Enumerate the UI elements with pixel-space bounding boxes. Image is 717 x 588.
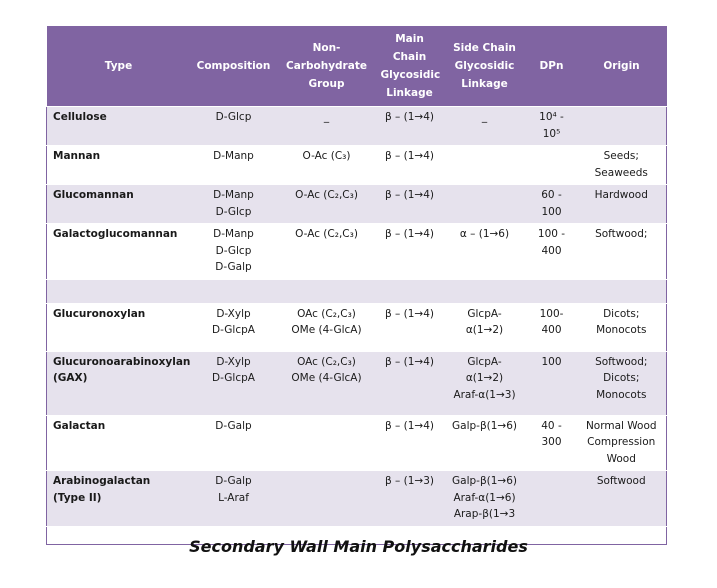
type-cell xyxy=(47,471,191,527)
table-row xyxy=(47,303,667,351)
table-row xyxy=(47,415,667,471)
origin-cell xyxy=(577,471,667,527)
column-header-composition xyxy=(191,26,277,107)
column-header-line: Side Chain xyxy=(453,42,516,54)
non-carbohydrate-cell xyxy=(277,471,377,527)
cell-line: 400 xyxy=(541,244,562,257)
cell-line: 10⁵ xyxy=(542,127,561,140)
cell-line: Galp-β(1→6) xyxy=(452,475,517,487)
composition-cell xyxy=(191,303,277,351)
type-cell xyxy=(47,224,191,280)
cell-line: Compression xyxy=(587,436,656,448)
main-chain-cell xyxy=(377,279,443,303)
cell-line: D-Glcp xyxy=(215,244,252,257)
column-header-line: Linkage xyxy=(461,78,508,90)
column-header-line: Carbohydrate xyxy=(286,60,367,72)
cell-line: Monocots xyxy=(596,388,647,401)
cell-line: D-Glcp xyxy=(215,205,252,218)
cell-line: β – (1→4) xyxy=(385,189,434,201)
cell-line: 100- xyxy=(539,307,564,320)
column-header-main-chain-linkage xyxy=(377,26,443,107)
dpn-cell xyxy=(527,303,577,351)
cell-line: Arabinogalactan xyxy=(53,475,151,487)
cell-line: β – (1→3) xyxy=(385,475,434,487)
side-chain-cell xyxy=(443,279,527,303)
column-header-line: DPn xyxy=(539,60,564,72)
type-cell xyxy=(47,279,191,303)
main-chain-cell xyxy=(377,303,443,351)
cell-line: Glucuronoarabinoxylan xyxy=(53,355,191,368)
cell-line: Softwood; xyxy=(595,355,648,368)
non-carbohydrate-cell xyxy=(277,185,377,224)
cell-line: Arap-β(1→3 xyxy=(453,508,516,520)
cell-line: GlcpA- xyxy=(467,307,502,320)
cell-line: α(1→2) xyxy=(465,372,504,384)
cell-line: Glucuronoxylan xyxy=(53,307,146,320)
side-chain-cell xyxy=(443,415,527,471)
side-chain-cell xyxy=(443,224,527,280)
cell-line: β – (1→4) xyxy=(385,355,434,368)
side-chain-cell xyxy=(443,146,527,185)
type-cell xyxy=(47,415,191,471)
non-carbohydrate-cell xyxy=(277,415,377,471)
main-chain-cell xyxy=(377,107,443,146)
origin-cell xyxy=(577,224,667,280)
column-header-line: Linkage xyxy=(386,87,433,99)
cell-line: 60 - xyxy=(541,189,562,201)
dpn-cell xyxy=(527,279,577,303)
cell-line: 400 xyxy=(541,324,562,336)
cell-line: D-Galp xyxy=(215,419,252,432)
composition-cell xyxy=(191,279,277,303)
cell-line: β – (1→4) xyxy=(385,111,434,123)
main-chain-cell xyxy=(377,471,443,527)
cell-line: 100 - xyxy=(537,228,566,240)
type-cell xyxy=(47,185,191,224)
cell-line: Galactan xyxy=(53,419,106,432)
column-header-line: Non- xyxy=(312,42,341,54)
column-header-side-chain-linkage xyxy=(443,26,527,107)
cell-line: Seeds; xyxy=(603,150,639,162)
origin-cell xyxy=(577,351,667,415)
composition-cell xyxy=(191,415,277,471)
cell-line: Dicots; xyxy=(603,307,640,320)
cell-line: (Type II) xyxy=(53,491,102,504)
non-carbohydrate-cell xyxy=(277,279,377,303)
side-chain-cell xyxy=(443,471,527,527)
origin-cell xyxy=(577,185,667,224)
cell-line: β – (1→4) xyxy=(385,419,434,432)
cell-line: Glucomannan xyxy=(53,189,134,201)
main-chain-cell xyxy=(377,224,443,280)
cell-line: α – (1→6) xyxy=(459,228,510,240)
dpn-cell xyxy=(527,107,577,146)
cell-line: D-Xylp xyxy=(216,355,251,368)
dpn-cell xyxy=(527,471,577,527)
cell-line: D-Glcp xyxy=(215,111,252,123)
cell-line: OAc (C₂,C₃) xyxy=(297,307,356,320)
cell-line: OMe (4-GlcA) xyxy=(291,324,362,336)
cell-line: Normal Wood xyxy=(585,419,657,432)
cell-line: D-Galp xyxy=(215,475,252,487)
cell-line: Softwood; xyxy=(595,228,648,240)
origin-cell xyxy=(577,279,667,303)
cell-line: Softwood xyxy=(596,475,646,487)
cell-line: D-Galp xyxy=(215,261,252,273)
column-header-non-carbohydrate-group xyxy=(277,26,377,107)
main-chain-cell xyxy=(377,146,443,185)
cell-line: 100 xyxy=(541,205,562,218)
cell-line: Galactoglucomannan xyxy=(53,228,178,240)
polysaccharide-table xyxy=(46,26,667,545)
cell-line: Araf-α(1→6) xyxy=(453,491,516,504)
cell-line: O-Ac (C₂,C₃) xyxy=(295,189,358,201)
composition-cell xyxy=(191,351,277,415)
cell-line: GlcpA- xyxy=(467,355,502,368)
dpn-cell xyxy=(527,351,577,415)
dpn-cell xyxy=(527,415,577,471)
type-cell xyxy=(47,351,191,415)
table-row xyxy=(47,224,667,280)
main-chain-cell xyxy=(377,185,443,224)
cell-line: Hardwood xyxy=(594,189,648,201)
non-carbohydrate-cell xyxy=(277,303,377,351)
type-cell xyxy=(47,146,191,185)
cell-line: D-Manp xyxy=(213,228,254,240)
composition-cell xyxy=(191,224,277,280)
origin-cell xyxy=(577,146,667,185)
cell-line: O-Ac (C₃) xyxy=(302,150,351,162)
header-row xyxy=(47,26,667,107)
table-row xyxy=(47,146,667,185)
side-chain-cell xyxy=(443,107,527,146)
cell-line: Mannan xyxy=(53,150,101,162)
cell-line: D-Manp xyxy=(213,189,254,201)
cell-line: Wood xyxy=(606,452,636,465)
composition-cell xyxy=(191,471,277,527)
column-header-origin xyxy=(577,26,667,107)
cell-line: _ xyxy=(323,111,330,123)
type-cell xyxy=(47,107,191,146)
side-chain-cell xyxy=(443,351,527,415)
cell-line: Seaweeds xyxy=(594,166,648,179)
cell-line: OMe (4-GlcA) xyxy=(291,372,362,384)
cell-line: β – (1→4) xyxy=(385,307,434,320)
column-header-line: Main xyxy=(395,33,424,45)
column-header-line: Chain xyxy=(392,51,427,63)
cell-line: β – (1→4) xyxy=(385,228,434,240)
cell-line: D-Xylp xyxy=(216,307,251,320)
dpn-cell xyxy=(527,146,577,185)
cell-line: 40 - xyxy=(541,419,562,432)
column-header-type xyxy=(47,26,191,107)
table-row xyxy=(47,279,667,303)
composition-cell xyxy=(191,185,277,224)
cell-line: Galp-β(1→6) xyxy=(452,419,517,432)
non-carbohydrate-cell xyxy=(277,107,377,146)
table-row xyxy=(47,107,667,146)
table-row xyxy=(47,351,667,415)
column-header-line: Glycosidic xyxy=(454,60,515,72)
cell-line: Araf-α(1→3) xyxy=(453,388,516,401)
dpn-cell xyxy=(527,185,577,224)
origin-cell xyxy=(577,303,667,351)
cell-line: L-Araf xyxy=(218,491,249,504)
table-row xyxy=(47,185,667,224)
column-header-line: Composition xyxy=(196,60,271,72)
cell-line: OAc (C₂,C₃) xyxy=(297,355,356,368)
column-header-line: Origin xyxy=(603,60,640,72)
cell-line: β – (1→4) xyxy=(385,150,434,162)
column-header-line: Type xyxy=(104,60,133,72)
table-row xyxy=(47,471,667,527)
cell-line: D-Manp xyxy=(213,150,254,162)
cell-line: D-GlcpA xyxy=(212,372,255,384)
non-carbohydrate-cell xyxy=(277,351,377,415)
non-carbohydrate-cell xyxy=(277,146,377,185)
main-chain-cell xyxy=(377,351,443,415)
side-chain-cell xyxy=(443,303,527,351)
cell-line: _ xyxy=(481,111,488,123)
cell-line: Dicots; xyxy=(603,372,640,384)
origin-cell xyxy=(577,415,667,471)
cell-line: D-GlcpA xyxy=(212,324,255,336)
column-header-dpn xyxy=(527,26,577,107)
cell-line: O-Ac (C₂,C₃) xyxy=(295,228,358,240)
cell-line: 300 xyxy=(541,436,562,448)
type-cell xyxy=(47,303,191,351)
column-header-line: Group xyxy=(308,78,345,90)
cell-line: α(1→2) xyxy=(465,324,504,336)
cell-line: Cellulose xyxy=(53,111,107,123)
composition-cell xyxy=(191,146,277,185)
origin-cell xyxy=(577,107,667,146)
non-carbohydrate-cell xyxy=(277,224,377,280)
column-header-line: Glycosidic xyxy=(380,69,441,81)
side-chain-cell xyxy=(443,185,527,224)
cell-line: (GAX) xyxy=(53,372,88,384)
main-chain-cell xyxy=(377,415,443,471)
dpn-cell xyxy=(527,224,577,280)
table-caption: Secondary Wall Main Polysaccharides xyxy=(189,537,528,556)
cell-line: Monocots xyxy=(596,324,647,336)
cell-line: 100 xyxy=(541,355,562,368)
composition-cell xyxy=(191,107,277,146)
cell-line: 10⁴ - xyxy=(539,111,564,123)
